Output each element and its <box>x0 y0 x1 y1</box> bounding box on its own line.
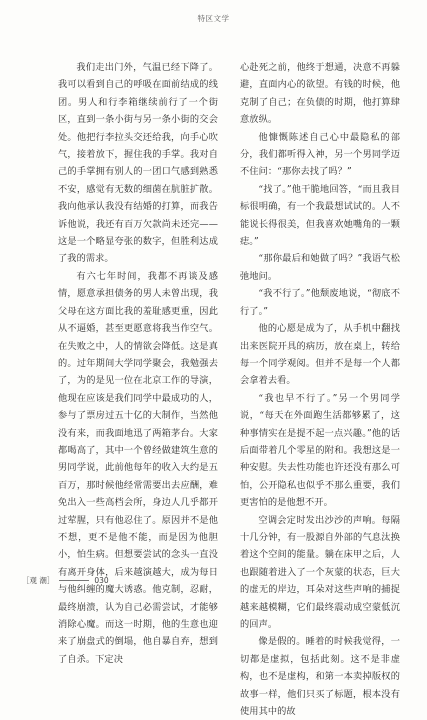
paragraph: “那你最后和她做了吗？”我语气松弛地问。 <box>240 253 400 282</box>
paragraph: 有六七年时间，我都不再谈及感情，愿意承担债务的男人未曾出现，我父母在这方面比我的羞耻感更重，因此从不逼婚，甚至更愿意将我当作空气。在失败之中，人的情欲会降低。这是真的。过年期间大学同学聚会，我勉强去了，为的是见一位在北京工作的导演，他现在应该是我们同学中最成功的人，参与了票房过五十亿的大制作，当然他没有来，而我面地迅了两箱茅台。大家都喝高了，其中一个曾经做建筑生意的男同学说，此前他每年的收入大约是五百万，那时候他经常需要出去应酬，难免出入一些高档会所，身边人几乎都开过荤腥，只有他忍住了。原因并不是他不想，更不是他不能，而是因为他胆小，怕生病。但想要尝试的念头一直没有离开身体，后来越演越大，成为每日与他纠缠的魔大诱惑。他克制，忍耐，最终崩溃，认为自己必需尝试，才能够消除心魔。而这一时期，他的生意也迎来了崩盘式的倒塌，他自暴自弃，想到了自杀。下定决 <box>58 270 218 665</box>
paragraph: 心赴死之前，他终于想通，决意不再躲避，直面内心的欲望。有钱的时候，他克制了自己；在负债的时期，他打算肆意放纵。 <box>240 62 400 126</box>
paragraph: “我也早不行了。”另一个男同学说，“每天在外面跑生活都够累了，这种事情实在是提不起一点兴趣。”他的话后面带着几个零星的附和。我想这是一种安慰。失去性功能也许还没有那么可怕，公开隐私也似乎不那么重要，我们更害怕的是他想不开。 <box>240 392 400 509</box>
paragraph: “找了。”他干脆地回答，“而且我目标很明确，有一个我最想试试的。人不能说长得很美，但我喜欢她嘴角的一颗痣。” <box>240 183 400 248</box>
paragraph: 他慷慨陈述自己心中最隐私的部分，我们都听得入神，另一个男同学迈不住问：“那你去找了吗？” <box>240 131 400 178</box>
paragraph: “我不行了。”他颓废地说，“彻底不行了。” <box>240 288 400 317</box>
footer-rule <box>59 580 89 581</box>
right-column <box>240 59 400 718</box>
page-footer <box>22 575 109 586</box>
paragraph: 空调会定时发出沙沙的声响。每隔十几分钟，有一股源自外部的气息汰换着这个空间的能量。躺在床甲之后，人也跟随着进入了一个灰蒙的状态，巨大的虚无的岸边，耳朵对这些声响的捕捉越来越模糊，它们最终震动成空蒙低沉的回声。 <box>240 514 400 630</box>
running-head: 特区文学 <box>197 14 230 23</box>
paragraph: 我们走出门外，气温已经下降了。我可以看到自己的呼吸在面前结成的线团。男人和行李箱继续前行了一个街区，直到一条小街与另一条小街的交会处。他把行李拉头交还给我，向手心吹气，接着放下，握住我的手掌。我对自己的手掌拥有别人的一团口气感到熟悉不安，感觉有无数的细菌在肮脏扩散。我向他承认我没有结婚的打算，而我告诉他说，我还有百万欠款尚未还完——这是一个略显夸张的数字，但胜利达成了我的需求。 <box>58 62 218 265</box>
paragraph: 他的心愿是成为了，从手机中翻找出来医院开具的病历，放在桌上，转给每一个同学观阅。但并不是每一个人都会拿着去看。 <box>240 323 400 387</box>
paragraph: 像是假的。睡着的时候我觉得，一切都是虚拟，包括此刻。这不是非虚构，也不是虚构，和第一本卖掉版权的故事一样，他们只买了标题，根本没有使用其中的故 <box>240 636 400 718</box>
section-label: ［观 潮］ <box>22 576 55 585</box>
page-number: 030 <box>94 576 109 585</box>
